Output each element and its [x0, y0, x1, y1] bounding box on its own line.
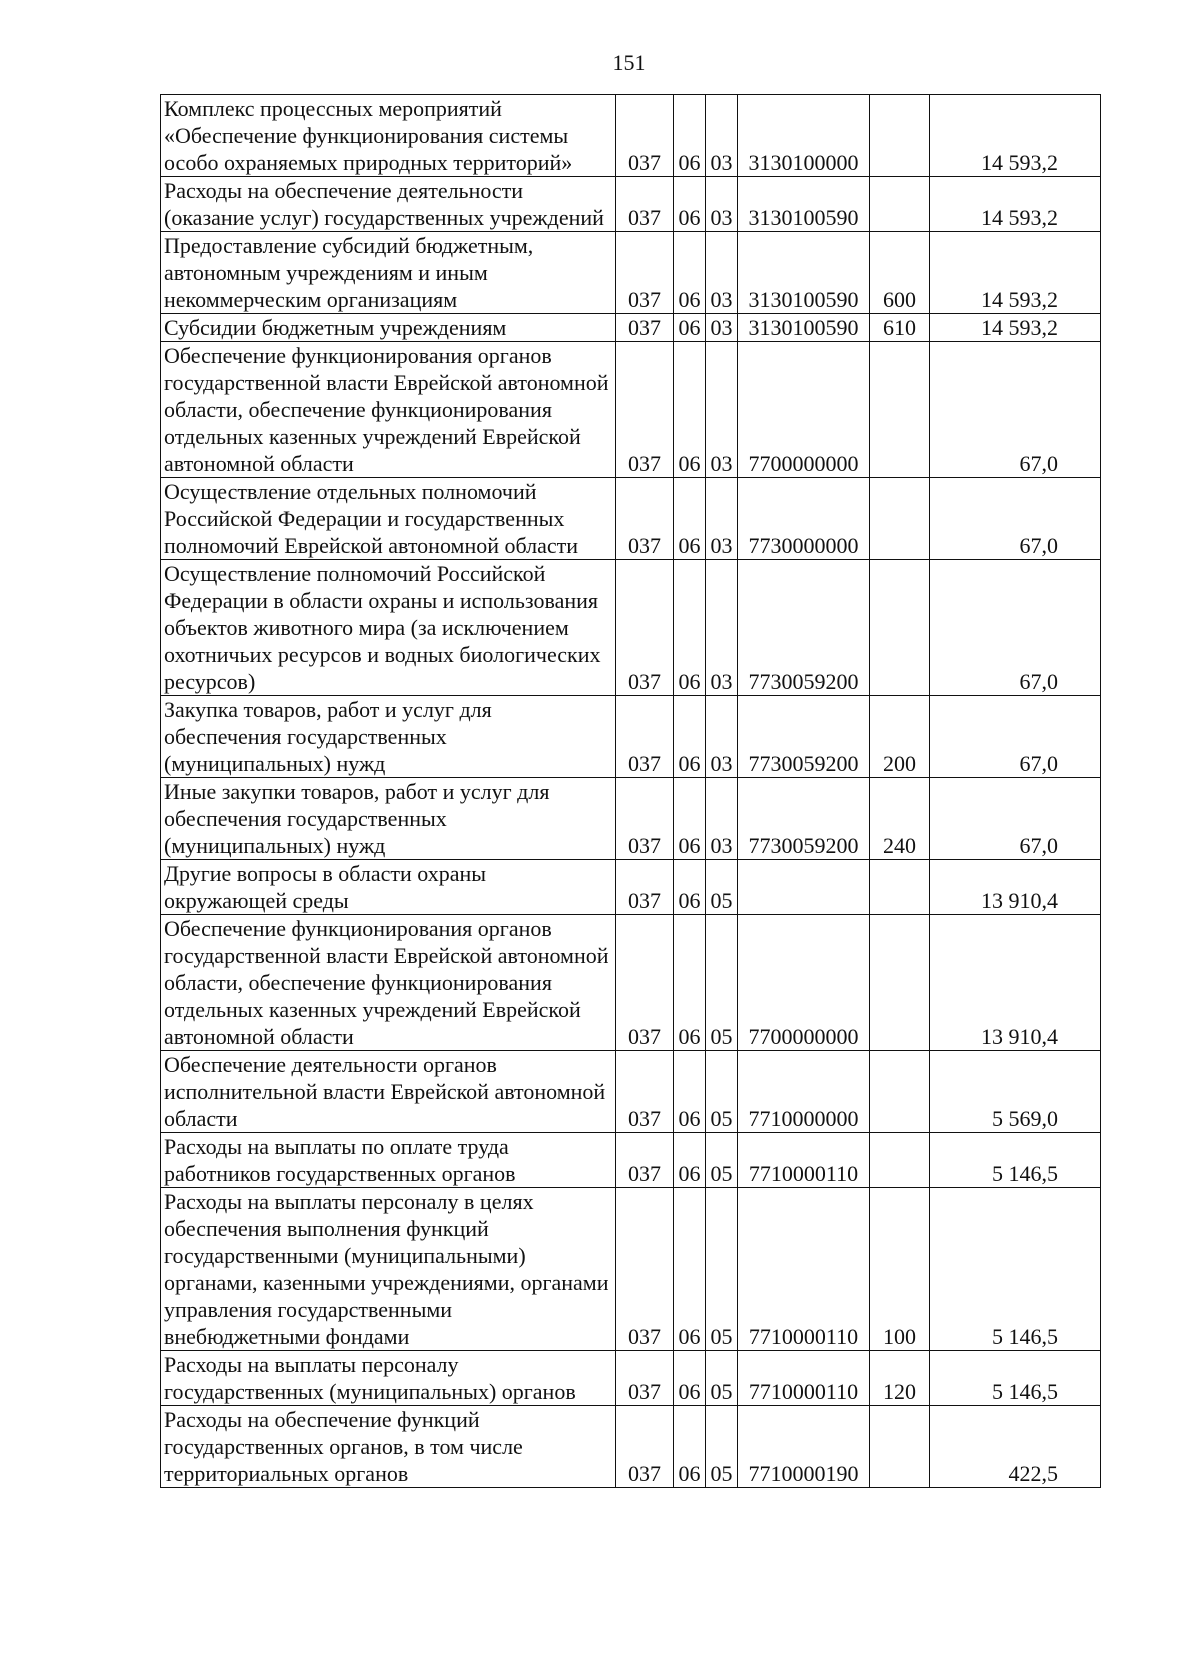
section-code-cell: 06 [674, 95, 706, 177]
amount-cell: 67,0 [930, 342, 1101, 478]
subsection-code-cell: 03 [706, 314, 738, 342]
expense-type-cell [870, 560, 930, 696]
table-row [161, 314, 1101, 342]
ministry-code-cell: 037 [616, 478, 674, 560]
expense-type-cell [870, 1051, 930, 1133]
row-name-cell: Расходы на выплаты по оплате труда работников государственных органов [161, 1133, 616, 1188]
section-code-cell: 06 [674, 1133, 706, 1188]
table-row [161, 696, 1101, 778]
expense-type-cell [870, 478, 930, 560]
target-article-cell: 7700000000 [738, 915, 870, 1051]
budget-table [160, 94, 1101, 1488]
ministry-code-cell: 037 [616, 915, 674, 1051]
expense-type-cell [870, 1406, 930, 1488]
ministry-code-cell: 037 [616, 232, 674, 314]
ministry-code-cell: 037 [616, 778, 674, 860]
table-row [161, 232, 1101, 314]
target-article-cell: 7710000110 [738, 1188, 870, 1351]
section-code-cell: 06 [674, 177, 706, 232]
subsection-code-cell: 03 [706, 342, 738, 478]
target-article-cell: 7710000110 [738, 1351, 870, 1406]
target-article-cell: 7710000110 [738, 1133, 870, 1188]
expense-type-cell [870, 860, 930, 915]
section-code-cell: 06 [674, 1188, 706, 1351]
table-row [161, 1051, 1101, 1133]
row-name-cell: Расходы на обеспечение деятельности (оказание услуг) государственных учреждений [161, 177, 616, 232]
row-name-cell: Закупка товаров, работ и услуг для обеспечения государственных (муниципальных) нужд [161, 696, 616, 778]
subsection-code-cell: 03 [706, 478, 738, 560]
amount-cell: 5 569,0 [930, 1051, 1101, 1133]
amount-cell: 14 593,2 [930, 232, 1101, 314]
section-code-cell: 06 [674, 696, 706, 778]
row-name-cell: Обеспечение деятельности органов исполнительной власти Еврейской автономной области [161, 1051, 616, 1133]
target-article-cell: 3130100590 [738, 232, 870, 314]
subsection-code-cell: 03 [706, 560, 738, 696]
target-article-cell [738, 860, 870, 915]
subsection-code-cell: 05 [706, 1351, 738, 1406]
row-name-cell: Предоставление субсидий бюджетным, автономным учреждениям и иным некоммерческим организациям [161, 232, 616, 314]
section-code-cell: 06 [674, 778, 706, 860]
ministry-code-cell: 037 [616, 314, 674, 342]
row-name-cell: Осуществление отдельных полномочий Российской Федерации и государственных полномочий Еврейской автономной области [161, 478, 616, 560]
amount-cell: 5 146,5 [930, 1351, 1101, 1406]
ministry-code-cell: 037 [616, 560, 674, 696]
subsection-code-cell: 05 [706, 1406, 738, 1488]
section-code-cell: 06 [674, 342, 706, 478]
expense-type-cell: 100 [870, 1188, 930, 1351]
ministry-code-cell: 037 [616, 1406, 674, 1488]
amount-cell: 422,5 [930, 1406, 1101, 1488]
subsection-code-cell: 03 [706, 177, 738, 232]
subsection-code-cell: 05 [706, 915, 738, 1051]
subsection-code-cell: 03 [706, 95, 738, 177]
target-article-cell: 7730059200 [738, 696, 870, 778]
amount-cell: 67,0 [930, 560, 1101, 696]
row-name-cell: Обеспечение функционирования органов государственной власти Еврейской автономной области, обеспечение функционирования отдельных казенных учреждений Еврейской автономной области [161, 915, 616, 1051]
expense-type-cell: 120 [870, 1351, 930, 1406]
row-name-cell: Расходы на выплаты персоналу в целях обеспечения выполнения функций государственными (муниципальными) органами, казенными учреждениями, органами управления государственными внебюджетными фондами [161, 1188, 616, 1351]
section-code-cell: 06 [674, 915, 706, 1051]
row-name-cell: Расходы на выплаты персоналу государственных (муниципальных) органов [161, 1351, 616, 1406]
expense-type-cell: 240 [870, 778, 930, 860]
target-article-cell: 7730059200 [738, 778, 870, 860]
table-row [161, 342, 1101, 478]
amount-cell: 14 593,2 [930, 95, 1101, 177]
ministry-code-cell: 037 [616, 1133, 674, 1188]
subsection-code-cell: 05 [706, 1188, 738, 1351]
section-code-cell: 06 [674, 1406, 706, 1488]
expense-type-cell [870, 1133, 930, 1188]
table-row [161, 560, 1101, 696]
subsection-code-cell: 03 [706, 778, 738, 860]
amount-cell: 13 910,4 [930, 915, 1101, 1051]
expense-type-cell [870, 177, 930, 232]
target-article-cell: 7710000190 [738, 1406, 870, 1488]
section-code-cell: 06 [674, 1351, 706, 1406]
page-number: 151 [612, 50, 646, 75]
expense-type-cell [870, 915, 930, 1051]
target-article-cell: 3130100590 [738, 314, 870, 342]
row-name-cell: Обеспечение функционирования органов государственной власти Еврейской автономной области, обеспечение функционирования отдельных казенных учреждений Еврейской автономной области [161, 342, 616, 478]
table-body [161, 95, 1101, 1488]
target-article-cell: 3130100590 [738, 177, 870, 232]
amount-cell: 5 146,5 [930, 1133, 1101, 1188]
expense-type-cell: 610 [870, 314, 930, 342]
ministry-code-cell: 037 [616, 1188, 674, 1351]
section-code-cell: 06 [674, 560, 706, 696]
subsection-code-cell: 05 [706, 1133, 738, 1188]
section-code-cell: 06 [674, 860, 706, 915]
target-article-cell: 7710000000 [738, 1051, 870, 1133]
row-name-cell: Другие вопросы в области охраны окружающей среды [161, 860, 616, 915]
table-row [161, 478, 1101, 560]
row-name-cell: Иные закупки товаров, работ и услуг для обеспечения государственных (муниципальных) нужд [161, 778, 616, 860]
table-row [161, 177, 1101, 232]
table-row [161, 778, 1101, 860]
section-code-cell: 06 [674, 232, 706, 314]
row-name-cell: Субсидии бюджетным учреждениям [161, 314, 616, 342]
table-row [161, 1406, 1101, 1488]
subsection-code-cell: 03 [706, 696, 738, 778]
ministry-code-cell: 037 [616, 1051, 674, 1133]
section-code-cell: 06 [674, 314, 706, 342]
amount-cell: 67,0 [930, 696, 1101, 778]
ministry-code-cell: 037 [616, 860, 674, 915]
table-row [161, 1351, 1101, 1406]
target-article-cell: 7700000000 [738, 342, 870, 478]
amount-cell: 14 593,2 [930, 177, 1101, 232]
ministry-code-cell: 037 [616, 95, 674, 177]
expense-type-cell: 200 [870, 696, 930, 778]
amount-cell: 13 910,4 [930, 860, 1101, 915]
subsection-code-cell: 05 [706, 860, 738, 915]
target-article-cell: 3130100000 [738, 95, 870, 177]
ministry-code-cell: 037 [616, 342, 674, 478]
amount-cell: 5 146,5 [930, 1188, 1101, 1351]
target-article-cell: 7730000000 [738, 478, 870, 560]
section-code-cell: 06 [674, 478, 706, 560]
table-row [161, 1133, 1101, 1188]
amount-cell: 67,0 [930, 478, 1101, 560]
expense-type-cell [870, 342, 930, 478]
table-row [161, 95, 1101, 177]
subsection-code-cell: 05 [706, 1051, 738, 1133]
ministry-code-cell: 037 [616, 1351, 674, 1406]
section-code-cell: 06 [674, 1051, 706, 1133]
row-name-cell: Расходы на обеспечение функций государственных органов, в том числе территориальных органов [161, 1406, 616, 1488]
row-name-cell: Осуществление полномочий Российской Федерации в области охраны и использования объектов животного мира (за исключением охотничьих ресурсов и водных биологических ресурсов) [161, 560, 616, 696]
subsection-code-cell: 03 [706, 232, 738, 314]
row-name-cell: Комплекс процессных мероприятий «Обеспечение функционирования системы особо охраняемых природных территорий» [161, 95, 616, 177]
amount-cell: 14 593,2 [930, 314, 1101, 342]
ministry-code-cell: 037 [616, 696, 674, 778]
table-row [161, 1188, 1101, 1351]
expense-type-cell [870, 95, 930, 177]
target-article-cell: 7730059200 [738, 560, 870, 696]
table-row [161, 860, 1101, 915]
table-row [161, 915, 1101, 1051]
ministry-code-cell: 037 [616, 177, 674, 232]
amount-cell: 67,0 [930, 778, 1101, 860]
expense-type-cell: 600 [870, 232, 930, 314]
